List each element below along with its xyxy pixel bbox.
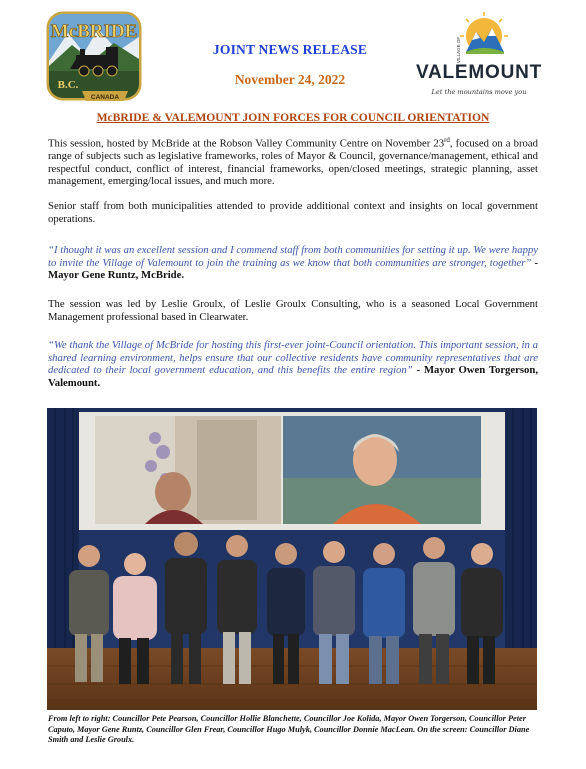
quote-runtz-attribution: - Mayor Gene Runtz, McBride.: [48, 256, 538, 282]
valemount-logo: [410, 10, 548, 102]
valemount-logo-prefix: VILLAGE OF: [456, 36, 461, 64]
quote-runtz: “I thought it was an excellent session and I commend staff from both communities for setting it up. We were happy to invite the Village of Valemount to join the training as we know that both communities are stronger, together” - Mayor Gene Runtz, McBride.: [48, 244, 538, 282]
mcbride-logo-text: McBRIDE: [50, 21, 138, 42]
valemount-logo-tagline: Let the mountains move you: [431, 88, 527, 96]
mcbride-logo-banner: CANADA: [90, 94, 120, 101]
staff-paragraph: Senior staff from both municipalities attended to provide additional context and insights on local government operations.: [48, 200, 538, 225]
quote-torgerson: “We thank the Village of McBride for hosting this first-ever joint-Council orientation. This important session, in a shared learning environment, helps ensure that our collective residents have community representatives that are dedicated to their local government education, and this benefits the entire region” - Mayor Owen Torgerson, Valemount.: [48, 339, 539, 389]
headline: McBRIDE & VALEMOUNT JOIN FORCES FOR COUNCIL ORIENTATION: [96, 111, 490, 124]
photo-caption: From left to right: Councillor Pete Pearson, Councillor Hollie Blanchette, Councillor Joe Kolida, Mayor Owen Torgerson, Councillor Peter Caputo, Mayor Gene Runtz, Councillor Glen Frear, Councillor Hugo Mulyk, Councillor Donnie MacLean. On the screen: Councillor Diane Smith and Leslie Groulx.: [48, 714, 530, 745]
valemount-logo-name: VALEMOUNT: [415, 62, 543, 83]
release-title: JOINT NEWS RELEASE: [212, 42, 368, 57]
group-photo: [47, 408, 537, 710]
facilitator-paragraph: The session was led by Leslie Groulx, of Leslie Groulx Consulting, who is a seasoned Local Government Management professional based in Clearwater.: [48, 298, 538, 323]
mcbride-logo: [46, 11, 142, 105]
release-date: November 24, 2022: [234, 72, 346, 87]
quote-torgerson-attribution: - Mayor Owen Torgerson, Valemount.: [48, 364, 539, 389]
intro-paragraph: This session, hosted by McBride at the Robson Valley Community Centre on November 23rd, focused on a broad range of subjects such as legislative frameworks, roles of Mayor & Council, governance/management, ethical and respectful conduct, conflict of interest, financial frameworks, open/closed meetings, strategic planning, asset management, emerging/local issues, and much more.: [48, 136, 538, 188]
mcbride-logo-sub: B.C.: [57, 79, 79, 91]
